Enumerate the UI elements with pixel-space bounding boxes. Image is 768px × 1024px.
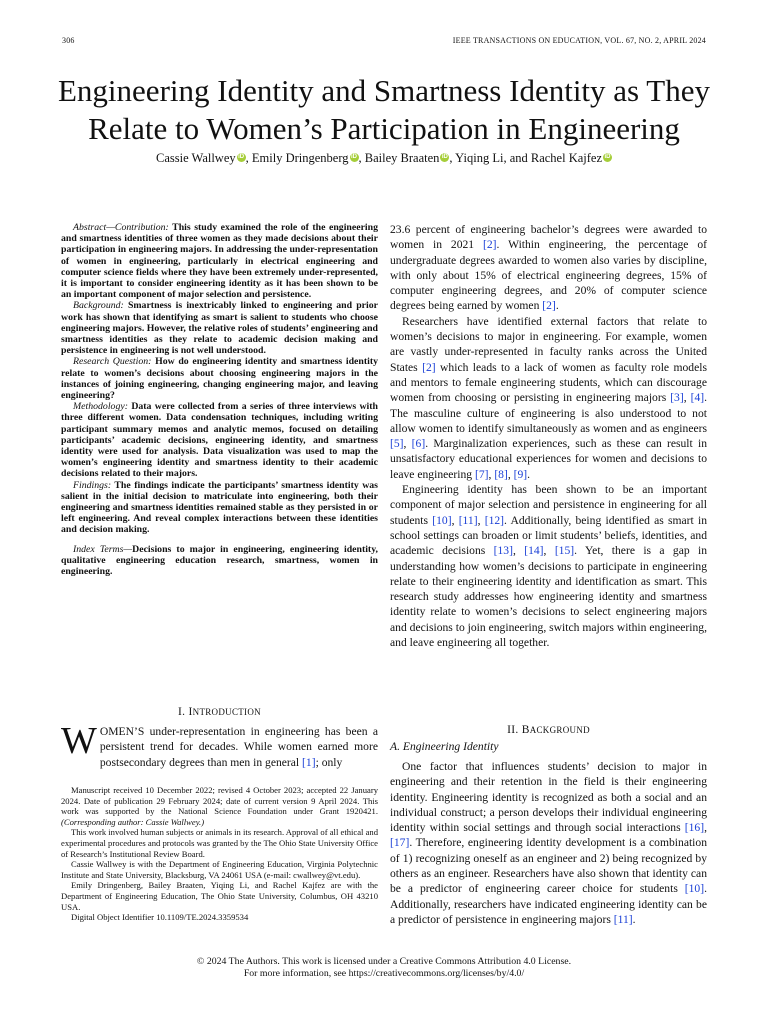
background-heading <box>390 724 707 736</box>
methodology-label: Methodology: <box>73 401 128 413</box>
page-number: 306 <box>62 36 75 45</box>
intro-paragraph-3: Engineering identity has been shown to be an important component of major selection and persistence in engineering for all students [10], [11], [12]. Additionally, being identified as smart in school settings can broaden or limit students’ beliefs, identities, and academic decisions [13], [14], [15]. Yet, there is a gap in understanding how women’s decisions to participate in engineering relate to their engineering identity and identification as smart. This research study addresses how engineering identity and smartness identity relate to women’s decisions to select engineering majors and decisions to join engineering, switch majors within engineering, and leave engineering all together. <box>390 483 708 650</box>
r-p3c: . Yet, there is a gap in understanding how women’s decisions to participate in engineering relate to their engineering identity and identification as smart. This research study addresses how engineering identity and smartness identity relate to women’s decisions to select engineering majors and decisions to join engineering, switch majors within engineering, and leave engineering all together. <box>390 544 708 650</box>
introduction-section <box>61 706 378 770</box>
intro-text-a: OMEN’S under-representation in engineering has been a persistent trend for decades. While women earned more postsecondary degrees than men in general <box>99 725 378 769</box>
intro-paragraph-2: Researchers have identified external factors that relate to women’s decisions to major in engineering. For example, women are vastly under-represented in faculty ranks across the United States [2] which leads to a lack of women as faculty role models and mentors to female engineering students, which can discourage women from choosing or persisting in engineering majors [3], [4]. The masculine culture of engineering is also understood to not allow women to identify simultaneously as women and as engineers [5], [6]. Marginalization experiences, such as these can result in unsatisfactory educational experiences for women and decisions to leave engineering [7], [8], [9]. <box>390 314 708 481</box>
citation-link[interactable]: [3] <box>670 391 684 405</box>
r-p1a: 23.6 percent of engineering bachelor’s degrees were awarded to women in 2021 <box>390 223 707 252</box>
footnote-affiliation-2: Emily Dringenberg, Bailey Braaten, Yiqing Li, and Rachel Kajfez are with the Department of Engineering Education, The Ohio State University, Columbus, OH 43210 USA. <box>61 880 378 912</box>
citation-link[interactable]: [6] <box>411 437 426 451</box>
citation-link[interactable]: [13] <box>493 544 513 558</box>
r-p2a: Researchers have identified external factors that relate to women’s decisions to major in engineering. For example, women are vastly under-represented in faculty ranks across the United States <box>390 314 707 374</box>
abstract-research-question <box>61 356 378 401</box>
index-terms-text: Decisions to major in engineering, engineering identity, qualitative engineering education research, smartness, women in engineering. <box>61 543 378 578</box>
r-p2d: . Marginalization experiences, such as these can result in unsatisfactory educational experiences for women and decisions to leave engineering <box>390 437 707 481</box>
author-li-kajfez: , Yiqing Li, and Rachel Kajfez <box>449 151 603 165</box>
abstract-methodology <box>61 401 378 479</box>
orcid-icon[interactable]: iD <box>604 154 611 160</box>
citation-link[interactable]: [12] <box>484 513 505 527</box>
journal-header: IEEE TRANSACTIONS ON EDUCATION, VOL. 67, NO. 2, APRIL 2024 <box>452 36 706 45</box>
footnotes <box>61 785 378 923</box>
bg-p1c: . Additionally, researchers have indicated engineering identity can be a predictor of persistence in engineering majors <box>390 882 707 926</box>
bg-heading-rest: ACKGROUND <box>529 725 590 735</box>
citation-link[interactable]: [2] <box>542 299 556 313</box>
intro-heading-rest: NTRODUCTION <box>192 707 261 717</box>
abstract-contribution <box>61 222 378 300</box>
citation-link[interactable]: [17] <box>390 836 410 850</box>
r-p3b: . Additionally, being identified as smart in school settings can broaden or limit students’ beliefs, identities, and academic decisions <box>390 513 708 558</box>
footnote-doi: Digital Object Identifier 10.1109/TE.2024.3359534 <box>71 912 249 923</box>
abstract <box>61 222 378 577</box>
drop-cap: W <box>61 720 97 762</box>
citation-link[interactable]: [2] <box>422 360 436 374</box>
introduction-continued <box>390 222 707 650</box>
introduction-paragraph <box>61 720 378 770</box>
footnote-manuscript-text: Manuscript received 10 December 2022; revised 4 October 2023; accepted 22 January 2024. Date of publication 29 February 2024; date of current version 9 April 2024. This work was supported by the National Science Foundation under Grant 1920421. <box>61 785 378 817</box>
abstract-label: Abstract—Contribution: <box>73 222 169 233</box>
footnote-affiliation-1: Cassie Wallwey is with the Department of Engineering Education, Virginia Polytechnic Institute and State University, Blacksburg, VA 24061 USA (e-mail: cwallwey@vt.edu). <box>61 859 378 880</box>
license-line-1: © 2024 The Authors. This work is licensed under a Creative Commons Attribution 4.0 License. <box>196 956 572 967</box>
citation-link[interactable]: [11] <box>458 513 478 527</box>
author-dringenberg: , Emily Dringenberg <box>245 151 349 165</box>
author-wallwey: Cassie Wallwey <box>155 151 236 165</box>
abstract-findings-text: The findings indicate the participants’ smartness identity was salient in the initial decision to matriculate into engineering, both their engineering and smartness identities remained stable as they persisted in or left engineering. And reveal complex interactions between these identities and decision making. <box>61 479 378 536</box>
r-p1b: . Within engineering, the percentage of undergraduate degrees awarded to women also varies by discipline, with only about 15% of electrical engineering degrees, 15% of computer engineering degrees, and 20% of computer science degrees being earned by women <box>390 238 707 313</box>
citation-link[interactable]: [4] <box>690 391 705 405</box>
bg-p1b: . Therefore, engineering identity development is a combination of 1) recognizing oneself as an engineer and 2) being recognized by others as an engineer. Researchers have also shown that identity can be a predictor of engineering career choice for students <box>390 836 707 896</box>
intro-heading-num: I. <box>178 706 189 718</box>
license-notice <box>40 956 728 980</box>
index-terms <box>61 544 378 578</box>
citation-link[interactable]: [11] <box>613 912 633 926</box>
bg-p1d: . <box>632 912 636 926</box>
footnote-manuscript <box>61 785 378 827</box>
background-paragraph-1: One factor that influences students’ decision to major in engineering and their retention in the field is their engineering identity. Engineering identity is recognized as both a social and an individual construct; a person develops their individual engineering identity within social settings and through social interactions [16], [17]. Therefore, engineering identity development is a combination of 1) recognizing oneself as an engineer and 2) being recognized by others as an engineer. Researchers have also shown that identity can be a predictor of engineering career choice for students [10]. Additionally, researchers have indicated engineering identity can be a predictor of persistence in engineering majors [11]. <box>390 760 707 926</box>
citation-link[interactable]: [2] <box>482 238 497 252</box>
citation-link[interactable]: [14] <box>524 544 544 558</box>
bg-heading-first: B <box>521 724 530 736</box>
paper-title <box>40 72 728 148</box>
citation-link[interactable]: [1] <box>302 755 316 769</box>
background-label: Background: <box>73 300 124 312</box>
findings-label: Findings: <box>73 479 112 491</box>
orcid-icon[interactable]: iD <box>351 154 358 160</box>
citation-link[interactable]: [10] <box>432 513 452 527</box>
corresponding-author: (Corresponding author: Cassie Wallwey.) <box>61 816 205 827</box>
citation-link[interactable]: [9] <box>513 467 528 481</box>
abstract-rq-text: How do engineering identity and smartness identity relate to women’s decisions about choosing engineering majors in the instances of joining engineering, changing engineering major, and leaving engineering? <box>61 356 378 402</box>
citation-link[interactable]: [15] <box>554 544 575 558</box>
bg-heading-num: II. <box>507 724 522 736</box>
bg-p1a: One factor that influences students’ decision to major in engineering and their retention in the field is their engineering identity. Engineering identity is recognized as both a social and an individual construct; a person develops their individual engineering identity within social settings and through social interactions <box>390 760 707 835</box>
r-p3a: Engineering identity has been shown to be an important component of major selection and persistence in engineering for all students <box>390 483 707 527</box>
author-list <box>40 151 728 166</box>
intro-paragraph-1 <box>390 222 707 314</box>
footnote-ethics: This work involved human subjects or animals in its research. Approval of all ethical and experimental procedures and protocols was granted by the The Ohio State University Office of Research’s Institutional Review Board. <box>61 827 378 859</box>
author-braaten: , Bailey Braaten <box>358 151 440 165</box>
intro-heading-first: I <box>188 706 193 718</box>
index-terms-label: Index Terms— <box>73 543 133 555</box>
title-line-2: Relate to Women’s Participation in Engineering <box>88 111 680 146</box>
abstract-contribution-text: This study examined the role of the engineering and smartness identities of three women as they made decisions about their participation in engineering majors. In addressing the under-representation of women in engineering, particularly in electrical engineering and computer science fields where they have been extremely under-represented, it is important to consider engineering identity as it has been shown to be an important component of major selection and persistence. <box>61 222 378 301</box>
abstract-findings <box>61 480 378 536</box>
background-paragraph <box>390 759 707 927</box>
subsection-engineering-identity: A. Engineering Identity <box>390 740 499 753</box>
background-section <box>390 724 707 927</box>
abstract-background-text: Smartness is inextricably linked to engineering and prior work has shown that identifying as smart is salient to students who choose engineering majors. However, the relative roles of students’ engineering and smartness identities as they relate to academic decision making and persistence in engineering is not well understood. <box>61 300 378 357</box>
r-p2c: . The masculine culture of engineering is also understood to not allow women to identify simultaneously as women and as engineers <box>390 391 708 435</box>
orcid-icon[interactable]: iD <box>238 154 245 160</box>
citation-link[interactable]: [7] <box>474 467 489 481</box>
introduction-heading <box>61 706 378 718</box>
abstract-background <box>61 300 378 356</box>
r-p2b: which leads to a lack of women as faculty role models and mentors to female engineering students, which can discourage women from choosing or persisting in engineering majors <box>390 360 707 405</box>
abstract-methodology-text: Data were collected from a series of three interviews with three different women. Data condensation techniques, including writing participant summary memos and analytic memos, focused on detailing participants’ academic decisions, engineering identity, and smartness identity were used for analysis. Data visualization was used to map the women’s engineering identity and smartness identity to their academic decisions related to their majors. <box>61 401 378 480</box>
citation-link[interactable]: [10] <box>684 882 705 896</box>
title-line-1: Engineering Identity and Smartness Identity as They <box>58 73 710 108</box>
citation-link[interactable]: [16] <box>684 821 705 835</box>
license-line-2: For more information, see https://creativecommons.org/licenses/by/4.0/ <box>243 968 525 979</box>
intro-text-b: ; only <box>315 755 343 769</box>
citation-link[interactable]: [8] <box>494 467 508 481</box>
rq-label: Research Question: <box>73 356 152 368</box>
r-p1c: . <box>555 299 559 313</box>
orcid-icon[interactable]: iD <box>441 154 448 160</box>
citation-link[interactable]: [5] <box>390 437 404 451</box>
